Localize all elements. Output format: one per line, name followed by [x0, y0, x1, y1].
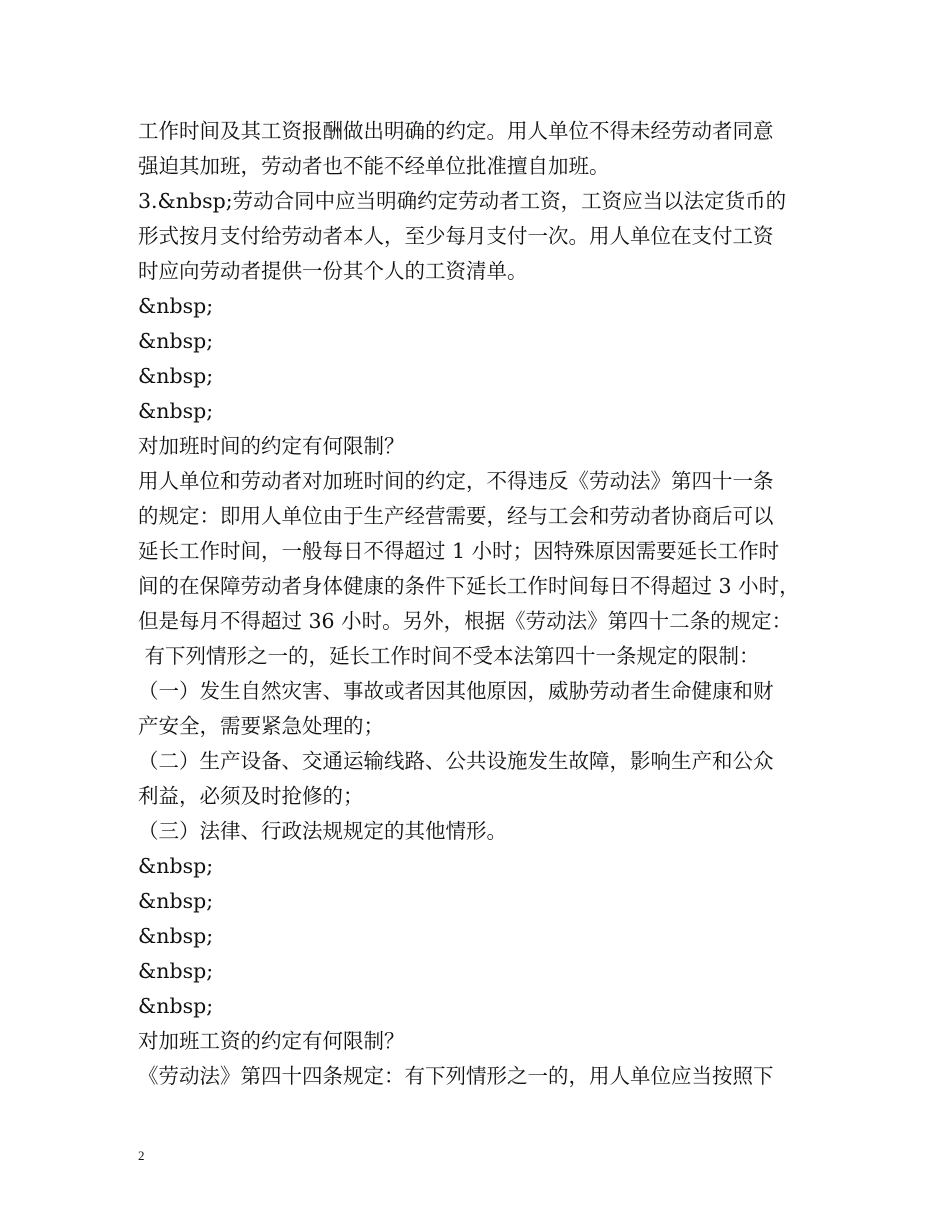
text-line: 《劳动法》第四十四条规定：有下列情形之一的，用人单位应当按照下 — [138, 1064, 774, 1088]
text-line: 工作时间及其工资报酬做出明确的约定。用人单位不得未经劳动者同意 — [138, 119, 774, 143]
body-text — [138, 114, 828, 1094]
page-number: 2 — [138, 1148, 145, 1163]
text-line: &nbsp; — [138, 994, 214, 1018]
text-line: 时应向劳动者提供一份其个人的工资清单。 — [138, 259, 528, 283]
text-line: 有下列情形之一的，延长工作时间不受本法第四十一条规定的限制： — [138, 644, 760, 668]
text-line: 但是每月不得超过 36 小时。另外，根据《劳动法》第四十二条的规定： — [138, 609, 793, 633]
text-line: &nbsp; — [138, 889, 214, 913]
text-line: 3.&nbsp;劳动合同中应当明确约定劳动者工资，工资应当以法定货币的 — [138, 189, 787, 213]
text-line: 形式按月支付给劳动者本人，至少每月支付一次。用人单位在支付工资 — [138, 224, 774, 248]
text-line: &nbsp; — [138, 294, 214, 318]
text-line: 用人单位和劳动者对加班时间的约定，不得违反《劳动法》第四十一条 — [138, 469, 774, 493]
list-item: （一）发生自然灾害、事故或者因其他原因，威胁劳动者生命健康和财 — [138, 679, 774, 703]
list-item: （三）法律、行政法规规定的其他情形。 — [138, 819, 507, 843]
text-line: &nbsp; — [138, 854, 214, 878]
text-line: 间的在保障劳动者身体健康的条件下延长工作时间每日不得超过 3 小时， — [138, 574, 800, 598]
text-line: &nbsp; — [138, 329, 214, 353]
text-line: 延长工作时间，一般每日不得超过 1 小时；因特殊原因需要延长工作时 — [138, 539, 780, 563]
text-line: &nbsp; — [138, 924, 214, 948]
text-line: &nbsp; — [138, 364, 214, 388]
text-line: 强迫其加班，劳动者也不能不经单位批准擅自加班。 — [138, 154, 610, 178]
text-line: 利益，必须及时抢修的； — [138, 784, 364, 808]
list-item: （二）生产设备、交通运输线路、公共设施发生故障，影响生产和公众 — [138, 749, 774, 773]
section-heading: 对加班时间的约定有何限制？ — [138, 434, 405, 458]
text-line: &nbsp; — [138, 959, 214, 983]
section-heading: 对加班工资的约定有何限制？ — [138, 1029, 405, 1053]
text-line: &nbsp; — [138, 399, 214, 423]
text-line: 产安全，需要紧急处理的； — [138, 714, 384, 738]
text-line: 的规定：即用人单位由于生产经营需要，经与工会和劳动者协商后可以 — [138, 504, 774, 528]
